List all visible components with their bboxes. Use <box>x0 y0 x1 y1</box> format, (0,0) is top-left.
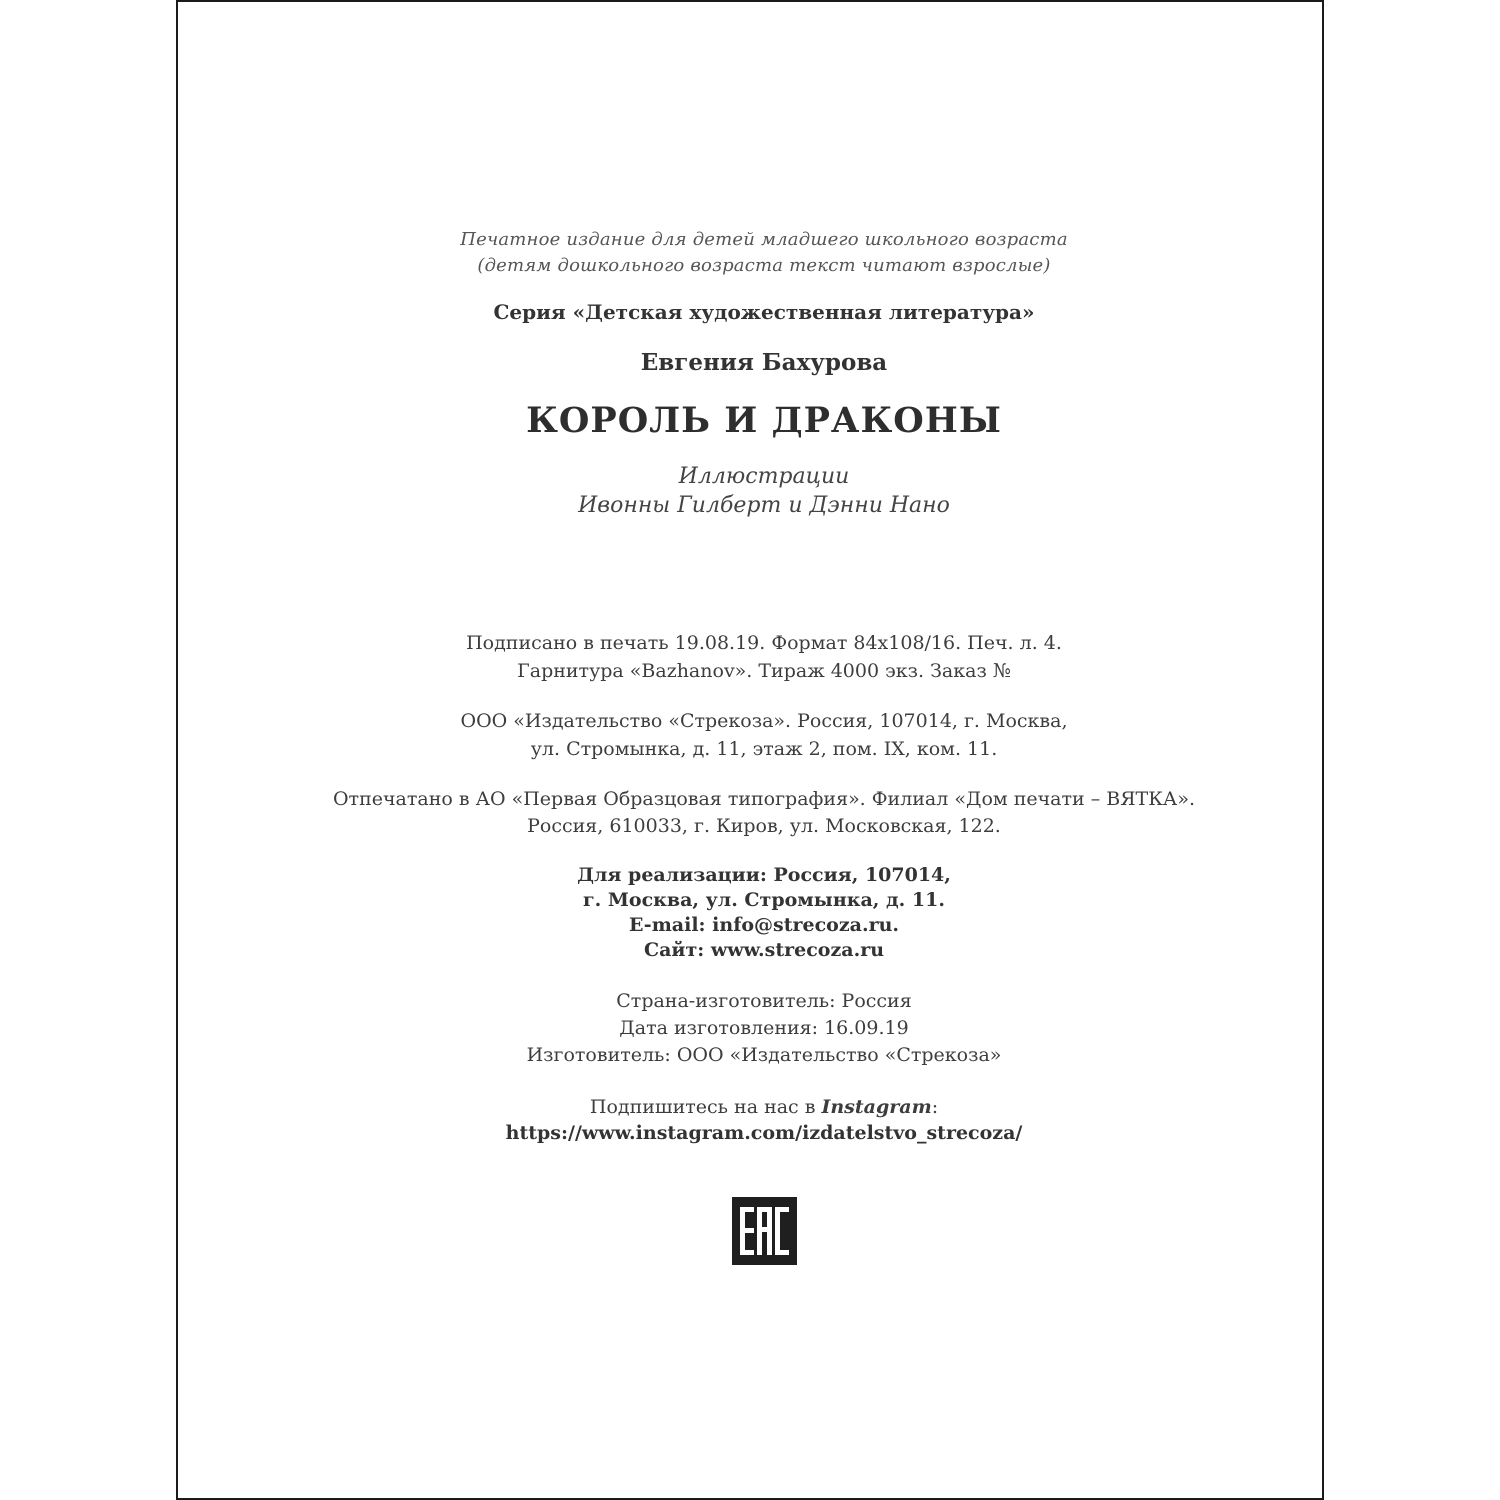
eac-icon <box>732 1197 797 1265</box>
publisher-line-1: ООО «Издательство «Стрекоза». Россия, 107014, г. Москва, <box>460 710 1068 732</box>
instagram-url: https://www.instagram.com/izdatelstvo_strecoza/ <box>505 1122 1023 1144</box>
illustrators-names: Ивонны Гилберт и Дэнни Нано <box>578 493 950 518</box>
manufacturer-country: Страна-изготовитель: Россия <box>616 990 912 1012</box>
distribution-line-2: г. Москва, ул. Стромынка, д. 11. <box>583 889 945 911</box>
print-info-line-1: Подписано в печать 19.08.19. Формат 84x108/16. Печ. л. 4. <box>466 632 1062 654</box>
distribution-line-1: Для реализации: Россия, 107014, <box>577 864 951 886</box>
distribution-site: Сайт: www.strecoza.ru <box>643 939 885 961</box>
printer-line-2: Россия, 610033, г. Киров, ул. Московская, 122. <box>527 815 1001 837</box>
printer-line-1: Отпечатано в АО «Первая Образцовая типография». Филиал «Дом печати – ВЯТКА». <box>332 788 1195 810</box>
social-suffix: : <box>931 1096 939 1118</box>
manufacturer-name: Изготовитель: ООО «Издательство «Стрекоза» <box>526 1044 1002 1066</box>
print-info-line-2: Гарнитура «Bazhanov». Тираж 4000 экз. Заказ № <box>517 660 1011 682</box>
audience-line-1: Печатное издание для детей младшего школьного возраста <box>460 229 1068 250</box>
series-line: Серия «Детская художественная литература» <box>493 300 1035 324</box>
illustrations-label: Иллюстрации <box>678 464 850 489</box>
audience-line-2: (детям дошкольного возраста текст читают взрослые) <box>477 255 1051 276</box>
distribution-email: E-mail: info@strecoza.ru. <box>628 914 900 936</box>
author-name: Евгения Бахурова <box>640 349 888 376</box>
book-title: КОРОЛЬ И ДРАКОНЫ <box>526 400 1002 441</box>
social-line <box>176 1096 1352 1118</box>
social-prefix: Подпишитесь на нас в <box>589 1096 822 1118</box>
manufacture-date: Дата изготовления: 16.09.19 <box>619 1017 909 1039</box>
instagram-brand: Instagram <box>821 1096 932 1118</box>
publisher-line-2: ул. Стромынка, д. 11, этаж 2, пом. IX, ком. 11. <box>530 738 998 760</box>
